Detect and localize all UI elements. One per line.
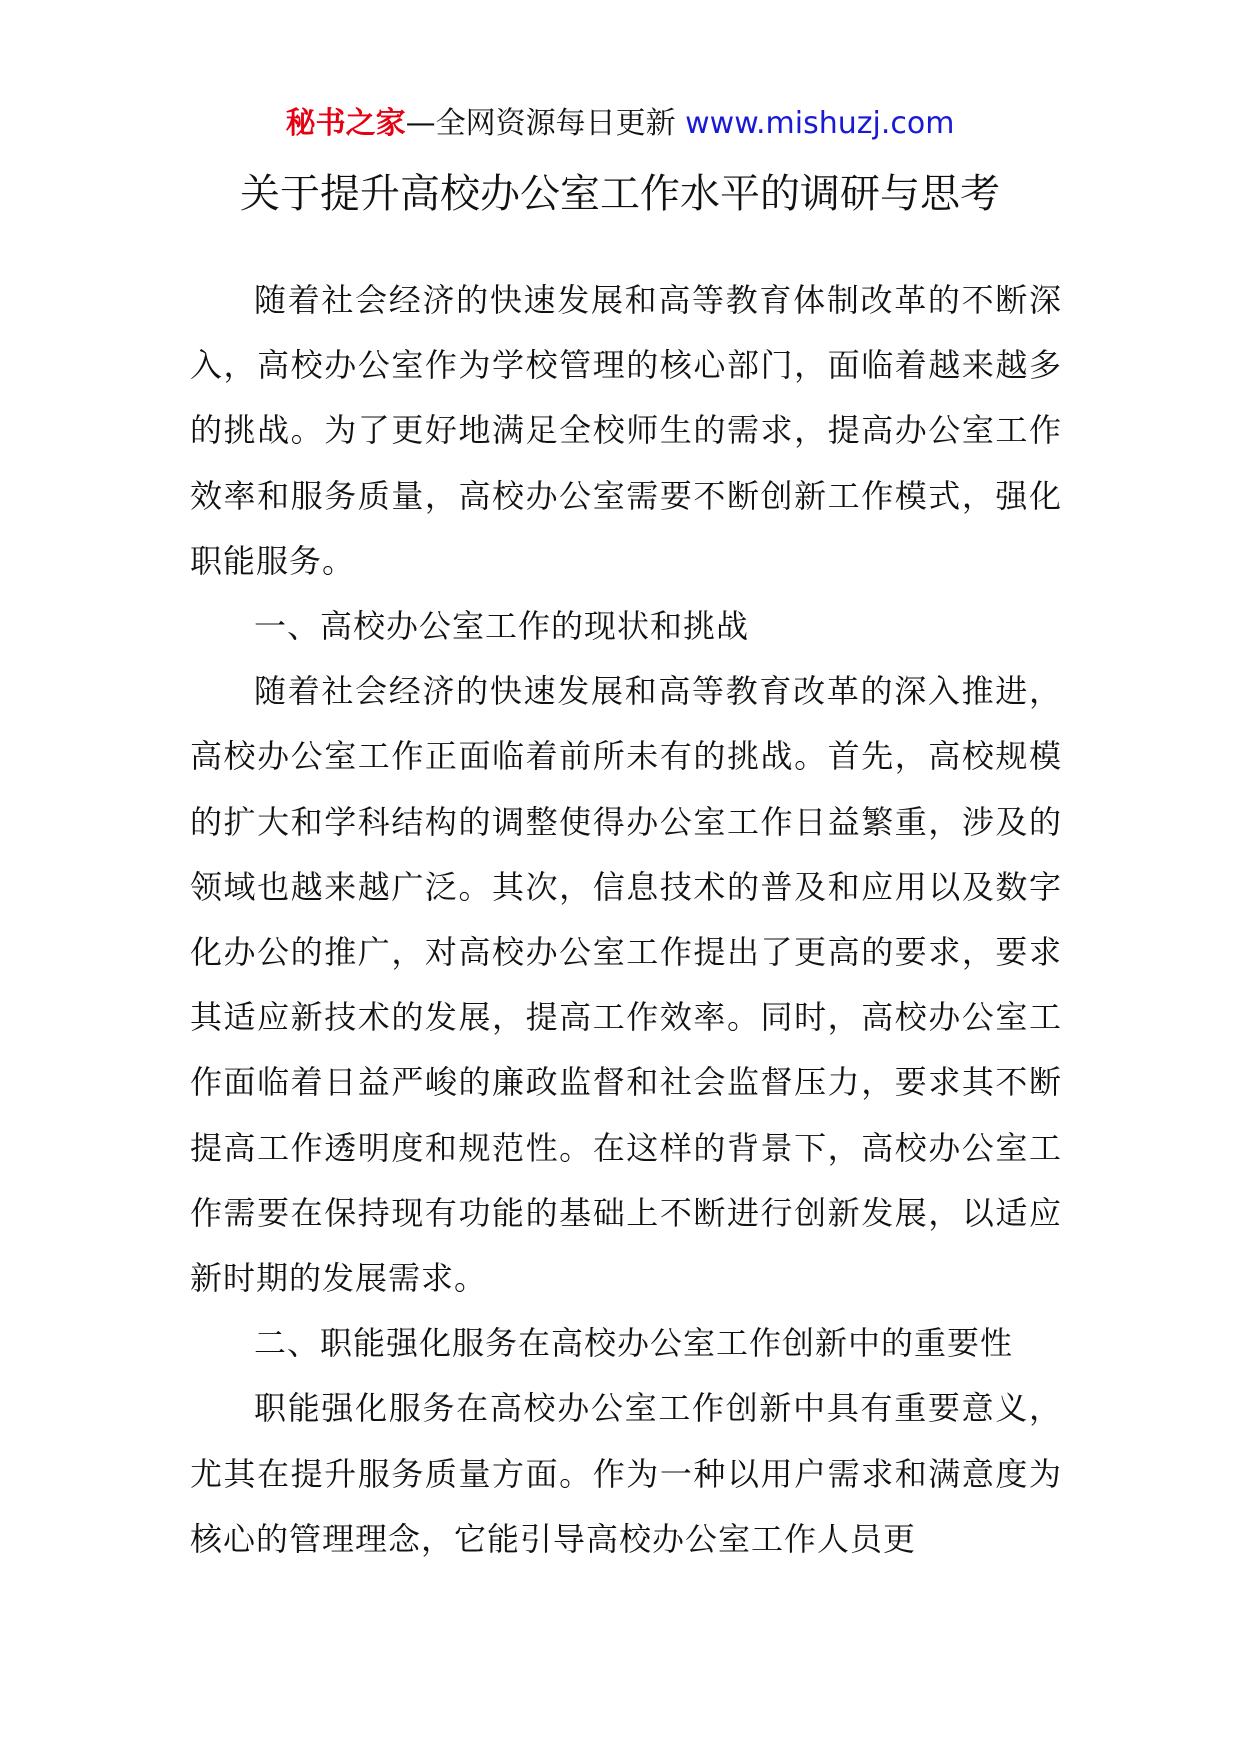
section-1-paragraph: 随着社会经济的快速发展和高等教育改革的深入推进，高校办公室工作正面临着前所未有的挑战。首先，高校规模的扩大和学科结构的调整使得办公室工作日益繁重，涉及的领域也越来越广泛。其次，信息技术的普及和应用以及数字化办公的推广，对高校办公室工作提出了更高的要求，要求其适应新技术的发展，提高工作效率。同时，高校办公室工作面临着日益严峻的廉政监督和社会监督压力，要求其不断提高工作透明度和规范性。在这样的背景下，高校办公室工作需要在保持现有功能的基础上不断进行创新发展，以适应新时期的发展需求。 [190, 672, 1062, 1298]
site-header [0, 104, 1240, 144]
section-heading-2: 二、职能强化服务在高校办公室工作创新中的重要性 [254, 1324, 1014, 1363]
intro-paragraph: 随着社会经济的快速发展和高等教育体制改革的不断深入，高校办公室作为学校管理的核心部门，面临着越来越多的挑战。为了更好地满足全校师生的需求，提高办公室工作效率和服务质量，高校办公室需要不断创新工作模式，强化职能服务。 [190, 281, 1062, 580]
brand-name: 秘书之家 [285, 106, 406, 141]
site-url-link[interactable]: www.mishuzj.com [685, 106, 955, 141]
header-tagline: —全网资源每日更新 [405, 106, 676, 141]
document-title: 关于提升高校办公室工作水平的调研与思考 [240, 171, 1000, 217]
section-2-paragraph: 职能强化服务在高校办公室工作创新中具有重要意义，尤其在提升服务质量方面。作为一种以用户需求和满意度为核心的管理理念，它能引导高校办公室工作人员更 [190, 1389, 1062, 1558]
section-heading-1: 一、高校办公室工作的现状和挑战 [254, 607, 750, 646]
document-body [190, 268, 1062, 1572]
